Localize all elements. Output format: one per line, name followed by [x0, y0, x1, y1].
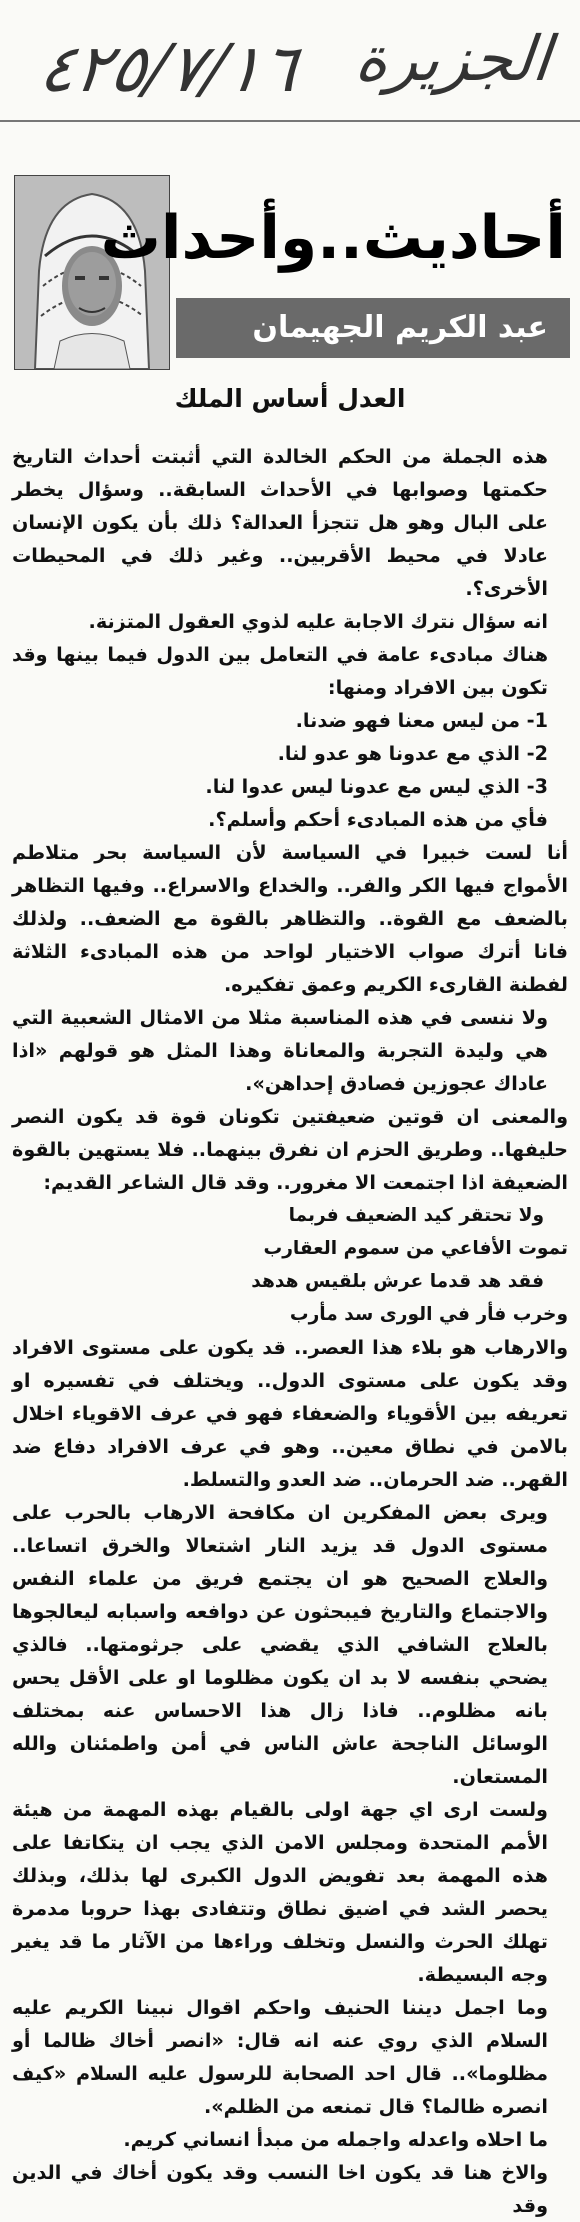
handwritten-date: ٤٢٥/٧/١٦	[34, 30, 303, 107]
paragraph: ولست ارى اي جهة اولى بالقيام بهذه المهمة من هيئة الأمم المتحدة ومجلس الامن الذي يجب ان يتكاتفا على هذه المهمة بعد تفويض الدول الكبرى لها بذلك، وبذلك يحصر الشد في اضيق نطاق وتتفادى بهذا حروبا مدمرة تهلك الحرث والنسل وتخلف وراءها من الآثار ما قد يغير وجه البسيطة.	[12, 1798, 548, 1986]
paragraph: هذه الجملة من الحكم الخالدة التي أثبتت أحداث التاريخ حكمتها وصوابها في الأحداث السابقة.. وسؤال يخطر على البال وهو هل تتجزأ العدالة؟ ذلك بأن يكون الإنسان عادلا في محيط الأقربين.. وغير ذلك في المحيطات الأخرى؟.	[12, 445, 548, 600]
paragraph: والمعنى ان قوتين ضعيفتين تكونان قوة قد يكون النصر حليفها.. وطريق الحزم ان نفرق بينهما.. فلا يستهين بالقوة الضعيفة اذا اجتمعت الا مغرور.. وقد قال الشاعر القديم:	[12, 1105, 568, 1194]
author-bar	[176, 298, 570, 358]
paragraph: وما اجمل ديننا الحنيف واحكم اقوال نبينا الكريم عليه السلام الذي روي عنه انه قال: «انصر أخاك ظالما أو مظلوما».. قال احد الصحابة للرسول عليه السلام «كيف انصره ظالما؟ قال تمنعه من الظلم».	[12, 1996, 548, 2118]
paragraph: ويرى بعض المفكرين ان مكافحة الارهاب بالحرب على مستوى الدول قد يزيد النار اشتعالا والخرق اتساعا.. والعلاج الصحيح هو ان يجتمع فريق من علماء النفس والاجتماع والتاريخ فيبحثون عن دوافعه واسبابه ليعالجوها بالعلاج الشافي الذي يقضي على جرثومتها.. فالذي يضحي بنفسه لا بد ان يكون مظلوما او على الأقل يحس بانه مظلوم.. فاذا زال هذا الاحساس عنه بمختلف الوسائل الناجحة عاش الناس في أمن واطمئنان والله المستعان.	[12, 1501, 548, 1788]
list-item: 3- الذي ليس مع عدونا ليس عدوا لنا.	[205, 775, 548, 798]
list-item: 1- من ليس معنا فهو ضدنا.	[295, 709, 548, 732]
poem-line: فقد هد قدما عرش بلقيس هدهد	[251, 1271, 544, 1292]
list-item: 2- الذي مع عدونا هو عدو لنا.	[277, 742, 548, 765]
paragraph: ما احلاه واعدله واجمله من مبدأ انساني كريم.	[123, 2128, 548, 2151]
handwritten-source: الجزيرة	[351, 22, 554, 95]
handwritten-annotation	[0, 0, 580, 120]
paragraph: أنا لست خبيرا في السياسة لأن السياسة بحر متلاطم الأمواج فيها الكر والفر.. والخداع والاسراع.. وفيها التظاهر بالضعف مع القوة.. والتظاهر بالقوة مع الضعف.. ولذلك فانا أترك صواب الاختيار لواحد من هذه المبادىء الثلاثة لفطنة القارىء الكريم وعمق تفكيره.	[12, 841, 568, 996]
paragraph: والاخ هنا قد يكون اخا النسب وقد يكون أخاك في الدين وقد	[12, 2161, 548, 2217]
poem-line: ولا تحتقر كيد الضعيف فربما	[288, 1205, 544, 1226]
author-name: عبد الكريم الجهيمان	[252, 310, 548, 345]
poem-line: تموت الأفاعي من سموم العقارب	[263, 1238, 568, 1259]
article-body	[12, 440, 568, 2222]
paragraph: انه سؤال نترك الاجابة عليه لذوي العقول المتزنة.	[88, 610, 548, 633]
paragraph: فأي من هذه المبادىء أحكم وأسلم؟.	[208, 808, 548, 831]
poem	[12, 1199, 568, 1331]
column-title: أحاديث..وأحداث	[100, 203, 566, 273]
poem-line: وخرب فأر في الورى سد مأرب	[289, 1304, 568, 1325]
article-title: العدل أساس الملك	[174, 384, 406, 413]
paragraph: هناك مبادىء عامة في التعامل بين الدول فيما بينها وقد تكون بين الافراد ومنها:	[12, 643, 548, 699]
header-rule	[0, 120, 580, 122]
paragraph: ولا ننسى في هذه المناسبة مثلا من الامثال الشعبية التي هي وليدة التجربة والمعاناة وهذا المثل هو قولهم «اذا عاداك عجوزين فصادق إحداهن».	[12, 1006, 548, 1095]
paragraph: والارهاب هو بلاء هذا العصر.. قد يكون على مستوى الافراد وقد يكون على مستوى الدول.. ويختلف في تفسيره او تعريفه بين الأقوياء والضعفاء فهو في عرف الاقوياء اخلال بالامن في نطاق معين.. وهو في عرف الافراد دفاع ضد القهر.. ضد الحرمان.. ضد العدو والتسلط.	[12, 1336, 568, 1491]
